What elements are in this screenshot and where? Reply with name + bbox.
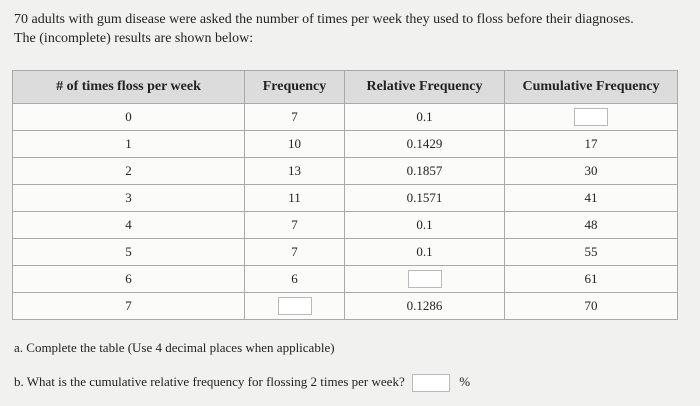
header-frequency: Frequency	[245, 71, 345, 104]
cell-frequency: 6	[245, 266, 345, 293]
cell-cumulative-frequency: 30	[505, 158, 678, 185]
question-b-text: b. What is the cumulative relative frequency for flossing 2 times per week?	[14, 374, 405, 389]
cell-times: 0	[13, 104, 245, 131]
cell-relative-frequency: 0.1	[345, 212, 505, 239]
table-row	[13, 185, 678, 212]
intro-line-2: The (incomplete) results are shown below:	[14, 31, 254, 46]
table-body	[13, 104, 678, 320]
table-row	[13, 131, 678, 158]
cell-frequency	[245, 293, 345, 320]
table-row	[13, 293, 678, 320]
frequency-table-container	[12, 70, 677, 320]
question-a	[14, 338, 470, 372]
cell-cumulative-frequency: 41	[505, 185, 678, 212]
cell-times: 6	[13, 266, 245, 293]
question-a-text: a. Complete the table (Use 4 decimal places when applicable)	[14, 340, 335, 355]
cell-relative-frequency: 0.1857	[345, 158, 505, 185]
cell-times: 2	[13, 158, 245, 185]
problem-intro	[14, 10, 694, 48]
cell-frequency: 11	[245, 185, 345, 212]
cell-cumulative-frequency: 48	[505, 212, 678, 239]
question-b	[14, 372, 470, 406]
cell-cumulative-frequency: 55	[505, 239, 678, 266]
header-cumulative-frequency: Cumulative Frequency	[505, 71, 678, 104]
cell-relative-frequency: 0.1	[345, 104, 505, 131]
cell-cumulative-frequency: 70	[505, 293, 678, 320]
cell-times: 7	[13, 293, 245, 320]
cell-times: 1	[13, 131, 245, 158]
cell-cumulative-frequency: 61	[505, 266, 678, 293]
cell-frequency: 10	[245, 131, 345, 158]
cell-times: 4	[13, 212, 245, 239]
cell-relative-frequency	[345, 266, 505, 293]
questions	[14, 338, 470, 406]
header-relative-frequency: Relative Frequency	[345, 71, 505, 104]
cell-frequency: 7	[245, 239, 345, 266]
intro-line-1: 70 adults with gum disease were asked the number of times per week they used to floss before their diagnoses.	[14, 12, 634, 27]
cell-times: 3	[13, 185, 245, 212]
table-header-row	[13, 71, 678, 104]
table-row	[13, 239, 678, 266]
answer-input-box[interactable]	[574, 108, 608, 126]
answer-input-box[interactable]	[278, 297, 312, 315]
cell-cumulative-frequency: 17	[505, 131, 678, 158]
cell-cumulative-frequency	[505, 104, 678, 131]
cell-frequency: 7	[245, 212, 345, 239]
table-row	[13, 212, 678, 239]
question-b-answer-input[interactable]	[412, 374, 450, 392]
cell-relative-frequency: 0.1571	[345, 185, 505, 212]
answer-input-box[interactable]	[408, 270, 442, 288]
cell-relative-frequency: 0.1429	[345, 131, 505, 158]
header-times: # of times floss per week	[13, 71, 245, 104]
cell-frequency: 7	[245, 104, 345, 131]
frequency-table	[12, 70, 678, 320]
table-row	[13, 158, 678, 185]
cell-relative-frequency: 0.1286	[345, 293, 505, 320]
cell-frequency: 13	[245, 158, 345, 185]
table-row	[13, 104, 678, 131]
percent-unit: %	[459, 374, 471, 389]
table-row	[13, 266, 678, 293]
cell-relative-frequency: 0.1	[345, 239, 505, 266]
cell-times: 5	[13, 239, 245, 266]
